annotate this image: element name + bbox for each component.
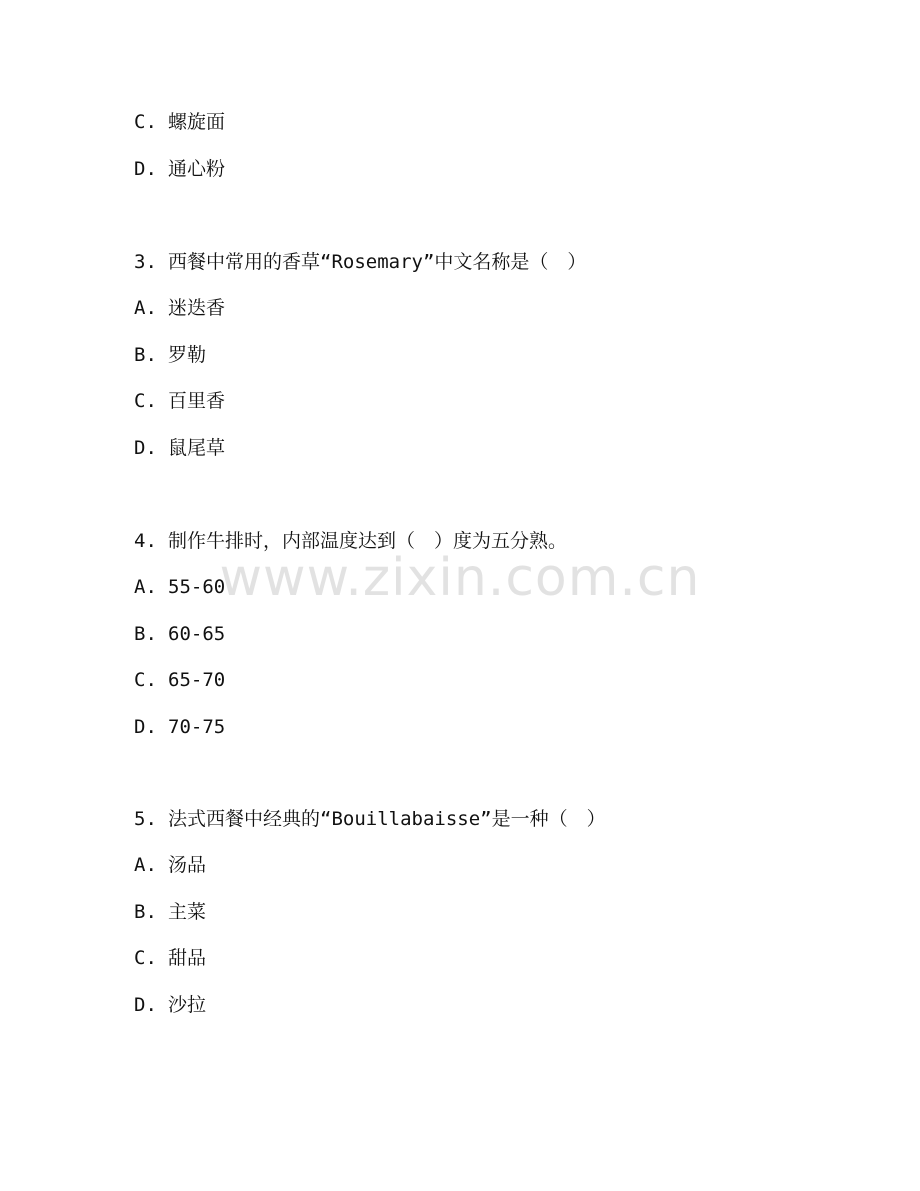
option-d <box>134 157 225 181</box>
option-label: D. <box>134 437 157 459</box>
question-5-stem <box>134 807 606 831</box>
question-number: 4. <box>134 530 157 552</box>
option-label: B. <box>134 901 157 923</box>
option-text: 通心粉 <box>168 158 226 180</box>
question-number: 5. <box>134 808 157 830</box>
option-label: D. <box>134 994 157 1016</box>
option-text: 百里香 <box>168 390 226 412</box>
question-4-stem <box>134 529 567 553</box>
question-5-option-c <box>134 946 206 970</box>
option-label: C. <box>134 111 157 133</box>
question-4-option-d <box>134 715 225 739</box>
question-5-option-a <box>134 853 206 877</box>
option-text: 60-65 <box>168 623 226 645</box>
option-label: C. <box>134 669 157 691</box>
option-text: 迷迭香 <box>168 297 226 319</box>
question-5-option-b <box>134 900 206 924</box>
option-label: D. <box>134 158 157 180</box>
question-3-option-a <box>134 296 225 320</box>
option-text: 55-60 <box>168 576 226 598</box>
option-text: 65-70 <box>168 669 226 691</box>
question-4-option-c <box>134 668 225 692</box>
question-4-option-a <box>134 575 225 599</box>
question-number: 3. <box>134 251 157 273</box>
option-text: 甜品 <box>168 947 207 969</box>
option-text: 罗勒 <box>168 344 207 366</box>
option-label: A. <box>134 576 157 598</box>
option-label: A. <box>134 854 157 876</box>
option-label: D. <box>134 716 157 738</box>
question-text: 制作牛排时，内部温度达到（ ）度为五分熟。 <box>168 530 568 552</box>
option-text: 汤品 <box>168 854 207 876</box>
question-text: 法式西餐中经典的“Bouillabaisse”是一种（ ） <box>168 808 606 830</box>
question-3-option-c <box>134 389 225 413</box>
option-label: B. <box>134 623 157 645</box>
watermark: www.zixin.com.cn <box>219 548 701 608</box>
option-label: C. <box>134 390 157 412</box>
option-label: C. <box>134 947 157 969</box>
option-label: B. <box>134 344 157 366</box>
question-3-option-d <box>134 436 225 460</box>
option-text: 鼠尾草 <box>168 437 226 459</box>
question-3-stem <box>134 250 586 274</box>
question-4-option-b <box>134 622 225 646</box>
option-text: 螺旋面 <box>168 111 226 133</box>
question-5-option-d <box>134 993 206 1017</box>
option-text: 70-75 <box>168 716 226 738</box>
option-text: 沙拉 <box>168 994 207 1016</box>
option-label: A. <box>134 297 157 319</box>
question-text: 西餐中常用的香草“Rosemary”中文名称是（ ） <box>168 251 587 273</box>
question-3-option-b <box>134 343 206 367</box>
option-text: 主菜 <box>168 901 207 923</box>
option-c <box>134 110 225 134</box>
